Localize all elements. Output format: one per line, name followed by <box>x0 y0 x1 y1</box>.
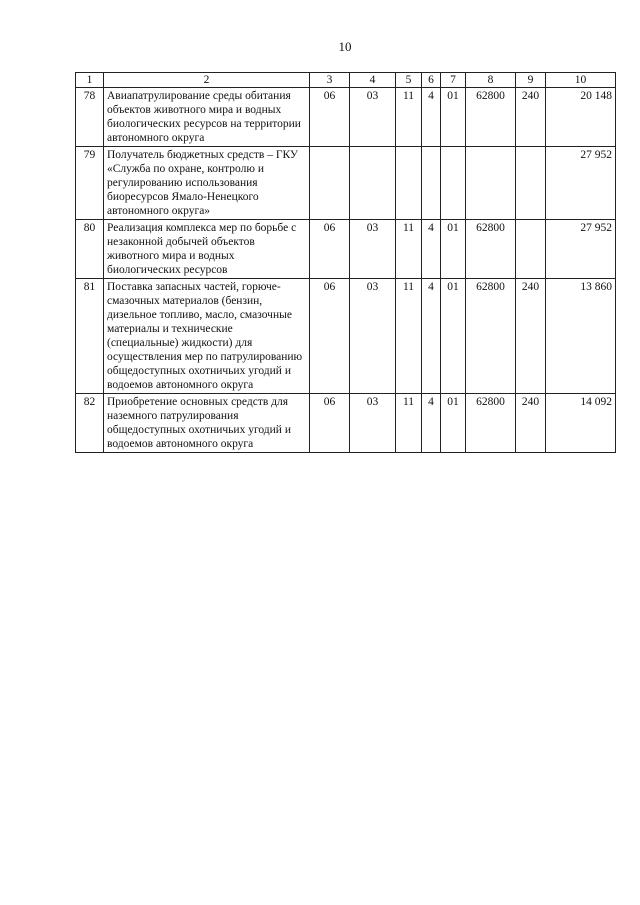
row-name: Приобретение основных средств для наземного патрулирования общедоступных охотничьих угодий и водоемов автономного округа <box>104 394 310 453</box>
column-header: 3 <box>310 73 350 88</box>
code-cell <box>516 147 546 220</box>
code-cell <box>396 147 422 220</box>
amount-cell: 14 092 <box>546 394 616 453</box>
code-cell: 06 <box>310 394 350 453</box>
column-header: 8 <box>466 73 516 88</box>
row-name: Поставка запасных частей, горюче-смазочных материалов (бензин, дизельное топливо, масло, смазочные материалы и технические (специальные) жидкости) для осуществления мер по патрулированию общедоступных охотничьих угодий и водоемов автономного округа <box>104 279 310 394</box>
code-cell: 4 <box>422 279 441 394</box>
code-cell <box>516 220 546 279</box>
column-header: 7 <box>441 73 466 88</box>
code-cell: 03 <box>350 279 396 394</box>
column-header: 6 <box>422 73 441 88</box>
column-header: 2 <box>104 73 310 88</box>
code-cell: 62800 <box>466 394 516 453</box>
row-number: 80 <box>76 220 104 279</box>
row-name: Реализация комплекса мер по борьбе с незаконной добычей объектов животного мира и водных биологических ресурсов <box>104 220 310 279</box>
row-number: 81 <box>76 279 104 394</box>
code-cell: 01 <box>441 220 466 279</box>
column-header: 4 <box>350 73 396 88</box>
table-row <box>76 394 616 453</box>
code-cell: 11 <box>396 88 422 147</box>
code-cell <box>350 147 396 220</box>
code-cell <box>441 147 466 220</box>
row-number: 78 <box>76 88 104 147</box>
row-number: 82 <box>76 394 104 453</box>
code-cell: 4 <box>422 394 441 453</box>
amount-cell: 27 952 <box>546 220 616 279</box>
column-header: 10 <box>546 73 616 88</box>
amount-cell: 13 860 <box>546 279 616 394</box>
code-cell: 62800 <box>466 88 516 147</box>
code-cell: 03 <box>350 88 396 147</box>
code-cell: 62800 <box>466 220 516 279</box>
code-cell: 62800 <box>466 279 516 394</box>
column-header: 1 <box>76 73 104 88</box>
code-cell: 06 <box>310 279 350 394</box>
code-cell <box>310 147 350 220</box>
code-cell: 03 <box>350 220 396 279</box>
code-cell: 06 <box>310 88 350 147</box>
table-row <box>76 147 616 220</box>
code-cell: 01 <box>441 279 466 394</box>
amount-cell: 27 952 <box>546 147 616 220</box>
code-cell: 240 <box>516 279 546 394</box>
code-cell: 240 <box>516 394 546 453</box>
code-cell: 4 <box>422 88 441 147</box>
code-cell: 01 <box>441 88 466 147</box>
code-cell: 240 <box>516 88 546 147</box>
code-cell: 01 <box>441 394 466 453</box>
code-cell <box>422 147 441 220</box>
column-header: 9 <box>516 73 546 88</box>
row-name: Авиапатрулирование среды обитания объектов животного мира и водных биологических ресурсов на территории автономного округа <box>104 88 310 147</box>
code-cell: 4 <box>422 220 441 279</box>
code-cell: 11 <box>396 279 422 394</box>
table-row <box>76 88 616 147</box>
code-cell <box>466 147 516 220</box>
code-cell: 03 <box>350 394 396 453</box>
budget-table <box>75 72 616 453</box>
page-number: 10 <box>338 39 352 54</box>
row-name: Получатель бюджетных средств – ГКУ «Служба по охране, контролю и регулированию использования биоресурсов Ямало-Ненецкого автономного округа» <box>104 147 310 220</box>
row-number: 79 <box>76 147 104 220</box>
code-cell: 11 <box>396 394 422 453</box>
amount-cell: 20 148 <box>546 88 616 147</box>
column-header: 5 <box>396 73 422 88</box>
table-row <box>76 279 616 394</box>
table-row <box>76 220 616 279</box>
code-cell: 11 <box>396 220 422 279</box>
table-header-row <box>76 73 616 88</box>
code-cell: 06 <box>310 220 350 279</box>
